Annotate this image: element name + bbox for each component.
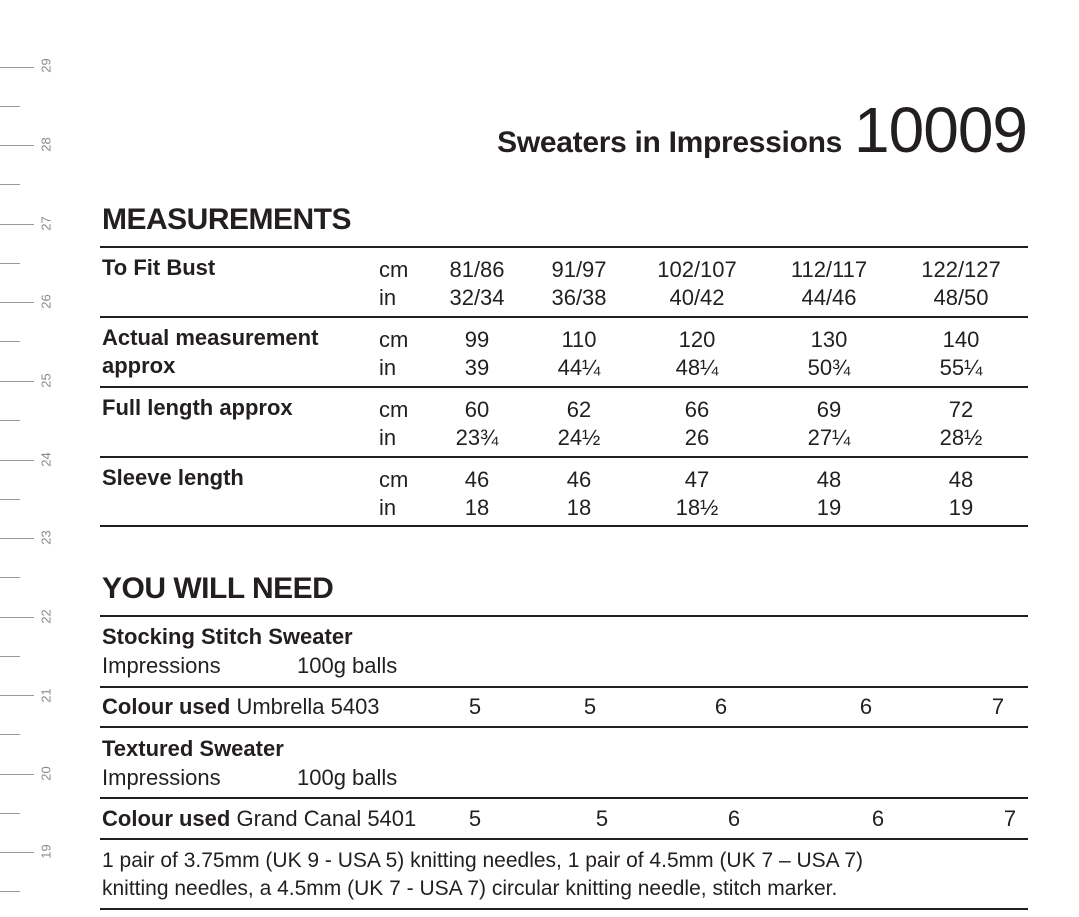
unit-cm: cm: [379, 327, 409, 352]
divider: [100, 726, 1028, 728]
ruler-tick: [0, 774, 34, 775]
ruler-tick: [0, 263, 20, 264]
divider: [100, 686, 1028, 688]
ruler-tick: [0, 460, 34, 461]
value-cell: 47: [684, 467, 710, 492]
pattern-header: [497, 94, 1027, 166]
yarn-name: Impressions: [102, 765, 221, 790]
divider: [100, 797, 1028, 799]
ball-weight: 100g balls: [297, 653, 398, 678]
row-label: Actual measurement: [102, 325, 319, 350]
value-cell: 27¼: [807, 425, 851, 450]
ruler-label: 19: [38, 844, 54, 859]
value-cell: 26: [684, 425, 710, 450]
yarn-line: [102, 651, 397, 680]
value-cell: 102/107: [657, 257, 737, 282]
value-cell: 62: [566, 397, 592, 422]
value-cell: 39: [464, 355, 490, 380]
ruler-tick: [0, 302, 34, 303]
value-cell: 140: [942, 327, 980, 352]
value-cell: 48¼: [675, 355, 719, 380]
ruler-label: 22: [38, 609, 54, 624]
value-cell: 24½: [557, 425, 601, 450]
ruler-tick: [0, 695, 34, 696]
colour-name: Grand Canal 5401: [236, 806, 417, 831]
ball-count: 6: [714, 694, 728, 719]
value-cell: 112/117: [790, 257, 868, 282]
divider: [100, 456, 1028, 458]
ruler-tick: [0, 341, 20, 342]
note-line: 1 pair of 3.75mm (UK 9 - USA 5) knitting needles, 1 pair of 4.5mm (UK 7 – USA 7): [102, 849, 863, 872]
pattern-number: 10009: [854, 94, 1027, 166]
ruler-tick: [0, 499, 20, 500]
value-cell: 99: [464, 327, 490, 352]
ruler-tick: [0, 617, 34, 618]
pattern-title: Sweaters in Impressions: [497, 126, 843, 159]
ruler-tick: [0, 656, 20, 657]
yarn-name: Impressions: [102, 653, 221, 678]
unit-in: in: [379, 285, 397, 310]
ball-weight: 100g balls: [297, 765, 398, 790]
value-cell: 44/46: [801, 285, 857, 310]
ball-count: 6: [859, 694, 873, 719]
value-cell: 46: [566, 467, 592, 492]
ruler-tick: [0, 891, 20, 892]
divider: [100, 246, 1028, 248]
value-cell: 44¼: [557, 355, 601, 380]
ruler-label: 27: [38, 216, 54, 231]
value-cell: 48: [816, 467, 842, 492]
value-cell: 23¾: [455, 425, 499, 450]
value-cell: 18: [464, 495, 490, 520]
value-cell: 40/42: [669, 285, 725, 310]
row-label: approx: [102, 353, 176, 378]
ball-count: 5: [583, 694, 597, 719]
value-cell: 60: [464, 397, 490, 422]
ruler-label: 20: [38, 766, 54, 781]
divider: [100, 525, 1028, 527]
ruler-tick: [0, 67, 34, 68]
divider: [100, 908, 1028, 910]
sweater-name: Textured Sweater: [102, 736, 284, 761]
ruler-tick: [0, 734, 20, 735]
measurements-heading: MEASUREMENTS: [102, 203, 352, 236]
colour-line: [102, 804, 416, 833]
needles-note: [102, 847, 1022, 903]
row-label: Full length approx: [102, 395, 293, 420]
divider: [100, 316, 1028, 318]
divider: [100, 615, 1028, 617]
note-line: knitting needles, a 4.5mm (UK 7 - USA 7) circular knitting needle, stitch marker.: [102, 877, 838, 900]
value-cell: 55¼: [939, 355, 983, 380]
value-cell: 18½: [675, 495, 719, 520]
unit-in: in: [379, 355, 397, 380]
divider: [100, 386, 1028, 388]
ruler-tick: [0, 145, 34, 146]
ball-count: 6: [727, 806, 741, 831]
ball-count: 5: [595, 806, 609, 831]
ruler-tick: [0, 420, 20, 421]
value-cell: 110: [561, 327, 597, 352]
value-cell: 48/50: [933, 285, 989, 310]
colour-name: Umbrella 5403: [236, 694, 380, 719]
ball-count: 6: [871, 806, 885, 831]
value-cell: 18: [566, 495, 592, 520]
ruler-label: 24: [38, 452, 54, 467]
colour-line: [102, 692, 380, 721]
value-cell: 81/86: [449, 257, 505, 282]
value-cell: 19: [948, 495, 974, 520]
ruler-tick: [0, 224, 34, 225]
value-cell: 50¾: [807, 355, 851, 380]
unit-in: in: [379, 495, 397, 520]
row-label: To Fit Bust: [102, 255, 216, 280]
ruler-tick: [0, 184, 20, 185]
ruler-tick: [0, 813, 20, 814]
value-cell: 48: [948, 467, 974, 492]
value-cell: 28½: [939, 425, 983, 450]
yarn-block: [102, 734, 397, 792]
yarn-line: [102, 763, 397, 792]
ruler-tick: [0, 538, 34, 539]
page-ruler: [0, 0, 70, 917]
unit-cm: cm: [379, 397, 409, 422]
value-cell: 69: [816, 397, 842, 422]
value-cell: 36/38: [551, 285, 607, 310]
colour-label: Colour used: [102, 694, 231, 719]
ruler-label: 21: [38, 688, 54, 703]
colour-label: Colour used: [102, 806, 231, 831]
unit-cm: cm: [379, 467, 409, 492]
ruler-label: 28: [38, 137, 54, 152]
ruler-label: 23: [38, 530, 54, 545]
ruler-tick: [0, 381, 34, 382]
sweater-name: Stocking Stitch Sweater: [102, 624, 353, 649]
value-cell: 130: [810, 327, 848, 352]
ball-count: 7: [991, 694, 1005, 719]
value-cell: 120: [678, 327, 716, 352]
ruler-tick: [0, 106, 20, 107]
unit-in: in: [379, 425, 397, 450]
row-label: Sleeve length: [102, 465, 244, 490]
ruler-label: 25: [38, 373, 54, 388]
value-cell: 91/97: [551, 257, 607, 282]
yarn-block: [102, 622, 397, 680]
value-cell: 32/34: [449, 285, 505, 310]
value-cell: 19: [816, 495, 842, 520]
value-cell: 46: [464, 467, 490, 492]
ball-count: 5: [468, 694, 482, 719]
value-cell: 66: [684, 397, 710, 422]
ruler-tick: [0, 852, 34, 853]
value-cell: 122/127: [921, 257, 1001, 282]
ruler-label: 26: [38, 294, 54, 309]
divider: [100, 838, 1028, 840]
value-cell: 72: [948, 397, 974, 422]
ball-count: 7: [1003, 806, 1017, 831]
unit-cm: cm: [379, 257, 409, 282]
ruler-label: 29: [38, 58, 54, 73]
ball-count: 5: [468, 806, 482, 831]
ruler-tick: [0, 577, 20, 578]
you-will-need-heading: YOU WILL NEED: [102, 572, 334, 605]
